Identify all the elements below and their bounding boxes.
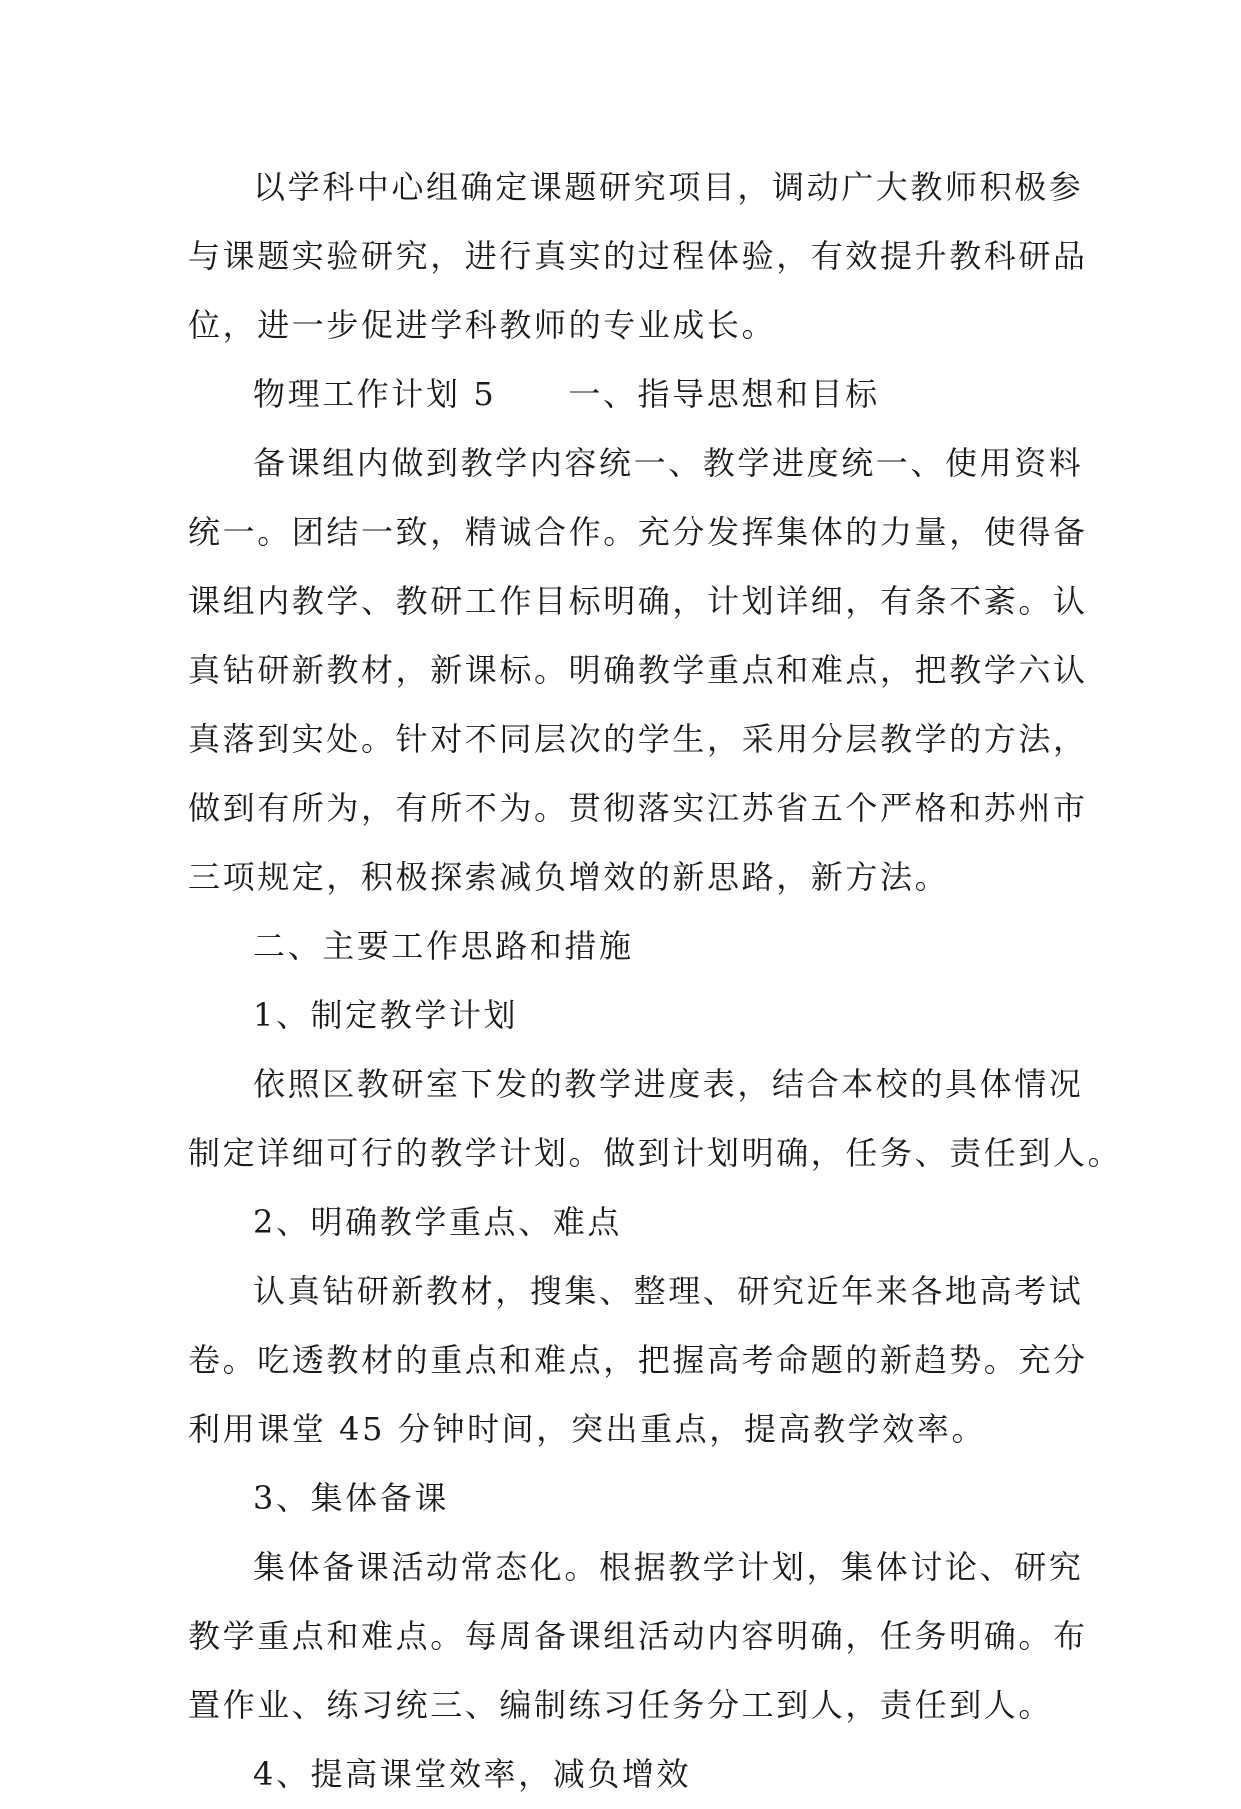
document-body	[188, 153, 1123, 1809]
subsection-heading: 3、集体备课	[253, 1479, 449, 1517]
subsection-heading: 1、制定教学计划	[253, 996, 519, 1034]
section-heading: 一、指导思想和目标	[568, 375, 880, 413]
paragraph-line: 与课题实验研究，进行真实的过程体验，有效提升教科研品	[188, 237, 1088, 275]
paragraph-line: 真落到实处。针对不同层次的学生，采用分层教学的方法，	[188, 720, 1088, 758]
paragraph-line: 制定详细可行的教学计划。做到计划明确，任务、责任到人。	[188, 1134, 1123, 1172]
subsection-heading: 4、提高课堂效率，减负增效	[253, 1755, 692, 1793]
paragraph-line: 置作业、练习统三、编制练习任务分工到人，责任到人。	[188, 1686, 1054, 1724]
paragraph-line: 做到有所为，有所不为。贯彻落实江苏省五个严格和苏州市	[188, 789, 1088, 827]
paragraph-line: 依照区教研室下发的教学进度表，结合本校的具体情况	[253, 1065, 1084, 1103]
document-title: 物理工作计划 5	[253, 375, 497, 413]
paragraph-line: 利用课堂 45 分钟时间，突出重点，提高教学效率。	[188, 1410, 987, 1448]
paragraph-line: 三项规定，积极探索减负增效的新思路，新方法。	[188, 858, 950, 896]
paragraph-line: 备课组内做到教学内容统一、教学进度统一、使用资料	[253, 444, 1084, 482]
paragraph-line: 集体备课活动常态化。根据教学计划，集体讨论、研究	[253, 1548, 1084, 1586]
subsection-heading: 2、明确教学重点、难点	[253, 1203, 622, 1241]
section-title-row	[188, 360, 1068, 429]
paragraph-line: 以学科中心组确定课题研究项目，调动广大教师积极参	[253, 168, 1084, 206]
paragraph-line: 真钻研新教材，新课标。明确教学重点和难点，把教学六认	[188, 651, 1088, 689]
paragraph-line: 位，进一步促进学科教师的专业成长。	[188, 306, 777, 344]
paragraph-line: 课组内教学、教研工作目标明确，计划详细，有条不紊。认	[188, 582, 1088, 620]
paragraph-line: 认真钻研新教材，搜集、整理、研究近年来各地高考试	[253, 1272, 1084, 1310]
paragraph-line: 教学重点和难点。每周备课组活动内容明确，任务明确。布	[188, 1617, 1088, 1655]
paragraph-line: 卷。吃透教材的重点和难点，把握高考命题的新趋势。充分	[188, 1341, 1088, 1379]
section-heading: 二、主要工作思路和措施	[253, 927, 634, 965]
paragraph-line: 统一。团结一致，精诚合作。充分发挥集体的力量，使得备	[188, 513, 1088, 551]
